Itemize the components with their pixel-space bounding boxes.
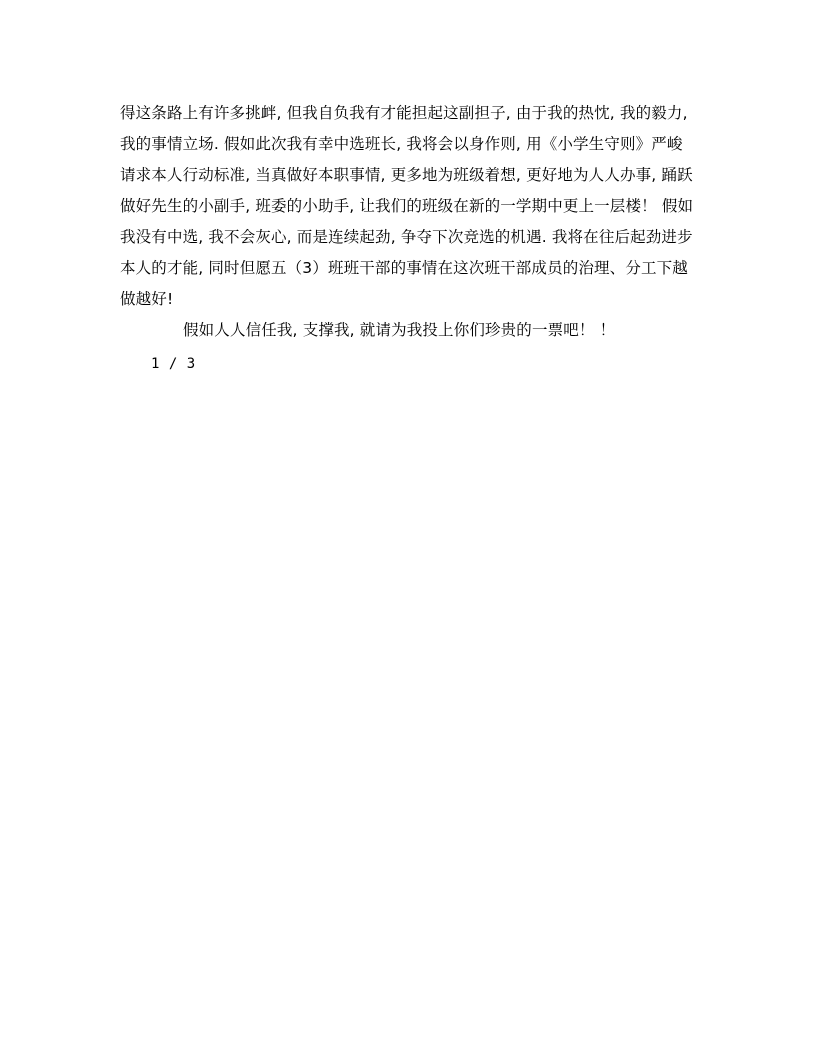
paragraph-line: 我没有中选, 我不会灰心, 而是连续起劲, 争夺下次竞选的机遇. 我将在往后起劲进步 [120, 228, 693, 246]
paragraph-line: 做越好! [120, 290, 174, 308]
paragraph-line: 请求本人行动标准, 当真做好本职事情, 更多地为班级着想, 更好地为人人办事, 踊跃 [120, 166, 693, 184]
page-number: 1 / 3 [151, 356, 196, 372]
paragraph-line: 本人的才能, 同时但愿五（3）班班干部的事情在这次班干部成员的治理、分工下越 [120, 259, 688, 277]
closing-paragraph: 假如人人信任我, 支撑我, 就请为我投上你们珍贵的一票吧！ ！ [183, 321, 616, 339]
body-text [120, 98, 720, 346]
paragraph-line: 做好先生的小副手, 班委的小助手, 让我们的班级在新的一学期中更上一层楼！ 假如 [120, 197, 694, 215]
paragraph-line: 得这条路上有许多挑衅, 但我自负我有才能担起这副担子, 由于我的热忱, 我的毅力, [120, 104, 688, 122]
paragraph-line: 我的事情立场. 假如此次我有幸中选班长, 我将会以身作则, 用《小学生守则》严峻 [120, 135, 683, 153]
